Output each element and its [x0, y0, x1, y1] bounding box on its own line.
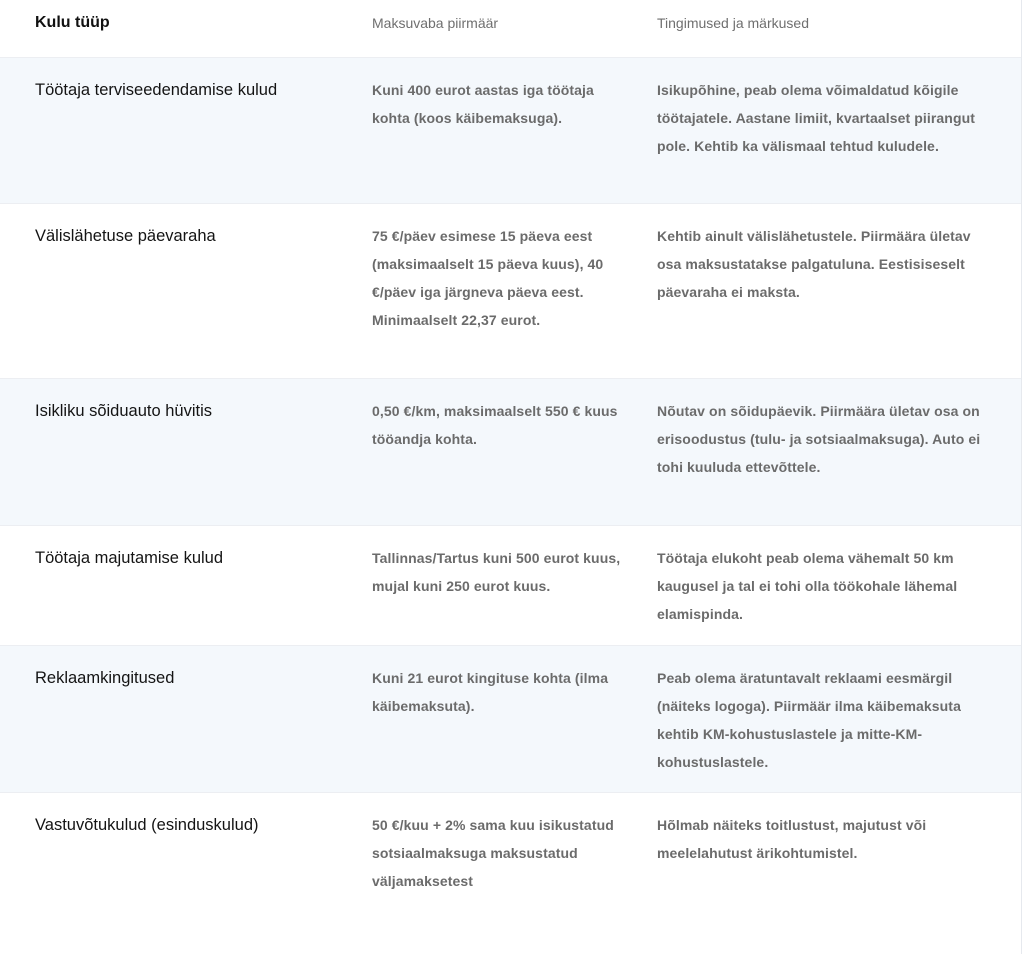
cell-tax-free-limit — [372, 204, 657, 378]
table-row — [0, 379, 1021, 526]
expense-type-text: Vastuvõtukulud (esinduskulud) — [35, 816, 259, 834]
cell-tax-free-limit — [372, 526, 657, 645]
expense-type-text: Reklaamkingitused — [35, 669, 175, 687]
cell-conditions — [657, 526, 1021, 645]
conditions-text: Töötaja elukoht peab olema vähemalt 50 km kaugusel ja tal ei tohi olla töökohale lähemal elamispinda. — [657, 550, 958, 622]
tax-free-limit-text: Tallinnas/Tartus kuni 500 eurot kuus, mujal kuni 250 eurot kuus. — [372, 550, 621, 594]
table-row — [0, 526, 1021, 646]
tax-free-limit-text: 0,50 €/km, maksimaalselt 550 € kuus tööandja kohta. — [372, 403, 618, 447]
cell-expense-type — [0, 526, 372, 645]
header-limit-label: Maksuvaba piirmäär — [372, 15, 499, 31]
header-conditions-label: Tingimused ja märkused — [657, 15, 809, 31]
tax-free-limit-text: 50 €/kuu + 2% sama kuu isikustatud sotsiaalmaksuga maksustatud väljamaksetest — [372, 817, 614, 889]
table-row — [0, 204, 1021, 379]
cell-expense-type — [0, 379, 372, 525]
tax-free-limit-text: Kuni 400 eurot aastas iga töötaja kohta (koos käibemaksuga). — [372, 82, 594, 126]
cell-expense-type — [0, 646, 372, 792]
page-edge-divider — [1021, 0, 1022, 954]
header-type-label: Kulu tüüp — [35, 14, 110, 31]
cell-tax-free-limit — [372, 793, 657, 954]
header-cell-limit — [372, 0, 657, 57]
table-header-row — [0, 0, 1021, 58]
cell-expense-type — [0, 793, 372, 954]
cell-tax-free-limit — [372, 646, 657, 792]
expense-type-text: Töötaja majutamise kulud — [35, 549, 224, 567]
cell-expense-type — [0, 204, 372, 378]
header-cell-conditions — [657, 0, 1021, 57]
conditions-text: Hõlmab näiteks toitlustust, majutust või meelelahutust ärikohtumistel. — [657, 817, 927, 861]
conditions-text: Isikupõhine, peab olema võimaldatud kõigile töötajatele. Aastane limiit, kvartaalset piirangut pole. Kehtib ka välismaal tehtud kuludele. — [657, 82, 976, 154]
cell-conditions — [657, 58, 1021, 203]
cell-conditions — [657, 204, 1021, 378]
cell-conditions — [657, 646, 1021, 792]
header-cell-type — [0, 0, 372, 57]
cell-conditions — [657, 379, 1021, 525]
table-row — [0, 793, 1021, 954]
conditions-text: Peab olema äratuntavalt reklaami eesmärgil (näiteks logoga). Piirmäär ilma käibemaksuta kehtib KM-kohustuslastele ja mitte-KM-kohustuslastele. — [657, 670, 961, 770]
cell-expense-type — [0, 58, 372, 203]
table-row — [0, 646, 1021, 793]
expense-type-text: Isikliku sõiduauto hüvitis — [35, 402, 213, 420]
conditions-text: Nõutav on sõidupäevik. Piirmäära ületav osa on erisoodustus (tulu- ja sotsiaalmaksuga). Auto ei tohi kuuluda ettevõttele. — [657, 403, 981, 475]
tax-free-limit-text: Kuni 21 eurot kingituse kohta (ilma käibemaksuta). — [372, 670, 609, 714]
cell-conditions — [657, 793, 1021, 954]
tax-free-limit-text: 75 €/päev esimese 15 päeva eest (maksimaalselt 15 päeva kuus), 40 €/päev iga järgneva päeva eest. Minimaalselt 22,37 eurot. — [372, 228, 604, 328]
conditions-text: Kehtib ainult välislähetustele. Piirmäära ületav osa maksustatakse palgatuluna. Eestisiseselt päevaraha ei maksta. — [657, 228, 971, 300]
cell-tax-free-limit — [372, 379, 657, 525]
cell-tax-free-limit — [372, 58, 657, 203]
expense-type-text: Töötaja terviseedendamise kulud — [35, 81, 278, 99]
table-row — [0, 58, 1021, 204]
expense-type-text: Välislähetuse päevaraha — [35, 227, 216, 245]
